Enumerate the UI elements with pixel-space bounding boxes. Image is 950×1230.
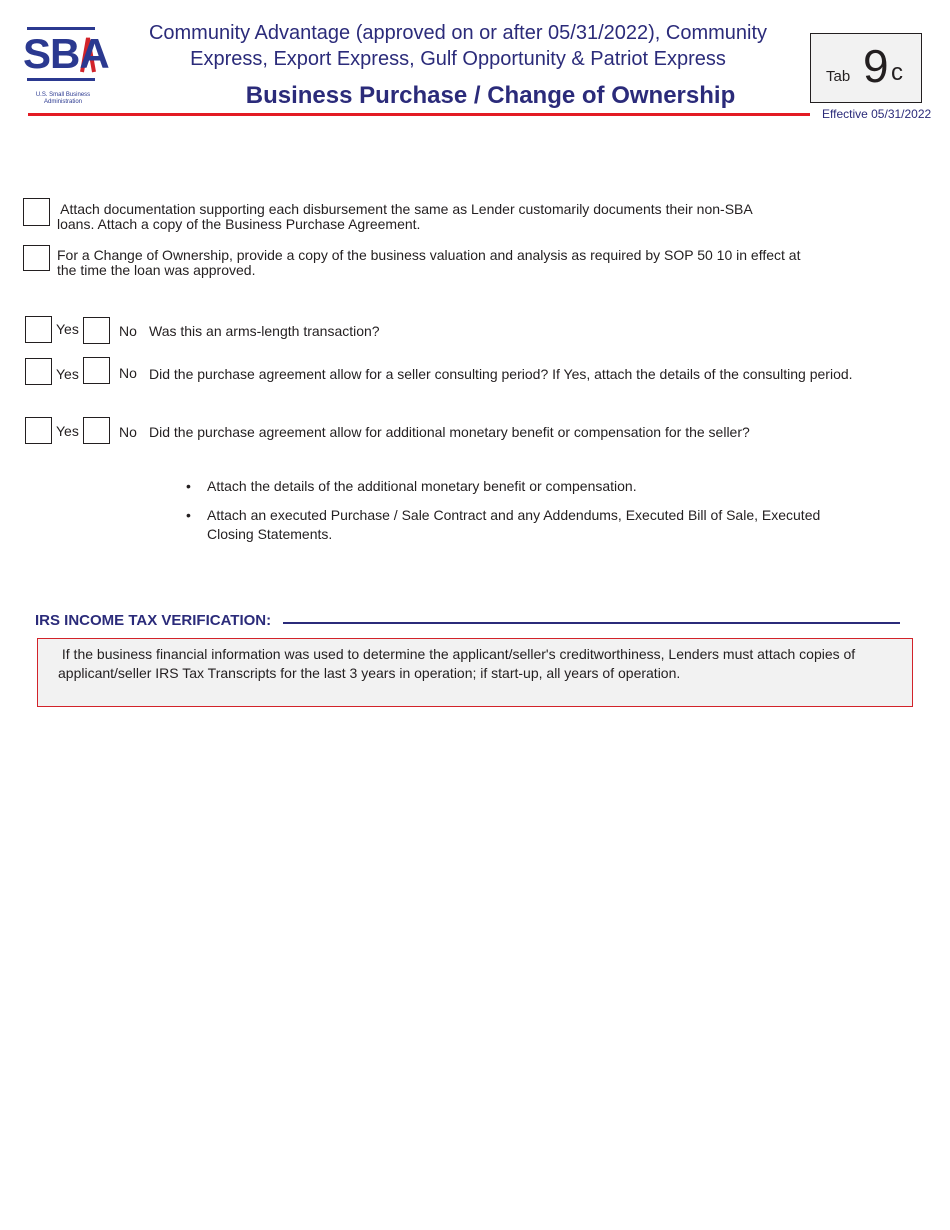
question-text: Did the purchase agreement allow for additional monetary benefit or compensation for the seller?: [149, 424, 750, 440]
yes-checkbox[interactable]: [25, 316, 52, 343]
checklist-checkbox[interactable]: [23, 245, 50, 271]
logo-bottom-bar: [27, 78, 95, 81]
no-checkbox[interactable]: [83, 317, 110, 344]
checklist-checkbox[interactable]: [23, 198, 50, 226]
tab-number: 9: [863, 40, 889, 92]
sba-logo: [22, 24, 109, 110]
tab-label: Tab: [826, 68, 851, 85]
logo-subtitle-1: U.S. Small Business: [35, 92, 91, 98]
checklist-text-line1: Attach documentation supporting each disbursement the same as Lender customarily documents their non-SBA: [57, 201, 753, 217]
no-label: No: [119, 323, 137, 339]
no-checkbox[interactable]: [83, 357, 110, 384]
no-label: No: [119, 424, 137, 440]
tab-box: [810, 33, 922, 103]
bullet-dot-icon: •: [186, 478, 191, 494]
question-text: Did the purchase agreement allow for a seller consulting period? If Yes, attach the details of the consulting period.: [149, 366, 853, 382]
yes-label: Yes: [56, 321, 79, 337]
irs-text-line2: applicant/seller IRS Tax Transcripts for the last 3 years in operation; if start-up, all years of operation.: [58, 665, 681, 681]
checklist-text-line2: loans. Attach a copy of the Business Purchase Agreement.: [57, 216, 421, 232]
checklist-text-line1: For a Change of Ownership, provide a copy of the business valuation and analysis as required by SOP 50 10 in effect at: [57, 247, 801, 263]
yes-checkbox[interactable]: [25, 417, 52, 444]
irs-text-line1: If the business financial information was used to determine the applicant/seller's creditworthiness, Lenders must attach copies of: [58, 646, 856, 662]
header-rule: [28, 113, 810, 116]
yes-label: Yes: [56, 423, 79, 439]
bullet-text-line1: Attach an executed Purchase / Sale Contract and any Addendums, Executed Bill of Sale, Executed: [207, 507, 821, 523]
program-line-1: Community Advantage (approved on or after 05/31/2022), Community: [148, 22, 768, 44]
question-text: Was this an arms-length transaction?: [149, 323, 380, 339]
effective-date: Effective 05/31/2022: [822, 107, 932, 121]
logo-text: SBA: [23, 30, 109, 77]
tab-letter: c: [891, 59, 903, 86]
program-line-2: Express, Export Express, Gulf Opportunity & Patriot Express: [190, 48, 726, 70]
yes-label: Yes: [56, 366, 79, 382]
no-label: No: [119, 365, 137, 381]
irs-box: [37, 638, 913, 707]
bullet-text-line1: Attach the details of the additional monetary benefit or compensation.: [207, 478, 637, 494]
page-title: Business Purchase / Change of Ownership: [245, 82, 736, 109]
logo-subtitle-2: Administration: [43, 99, 82, 105]
bullet-text-line2: Closing Statements.: [207, 526, 333, 542]
yes-checkbox[interactable]: [25, 358, 52, 385]
irs-heading-rule: [283, 622, 900, 624]
checklist-text-line2: the time the loan was approved.: [57, 262, 256, 278]
irs-heading: IRS INCOME TAX VERIFICATION:: [35, 612, 272, 629]
bullet-dot-icon: •: [186, 507, 191, 523]
no-checkbox[interactable]: [83, 417, 110, 444]
